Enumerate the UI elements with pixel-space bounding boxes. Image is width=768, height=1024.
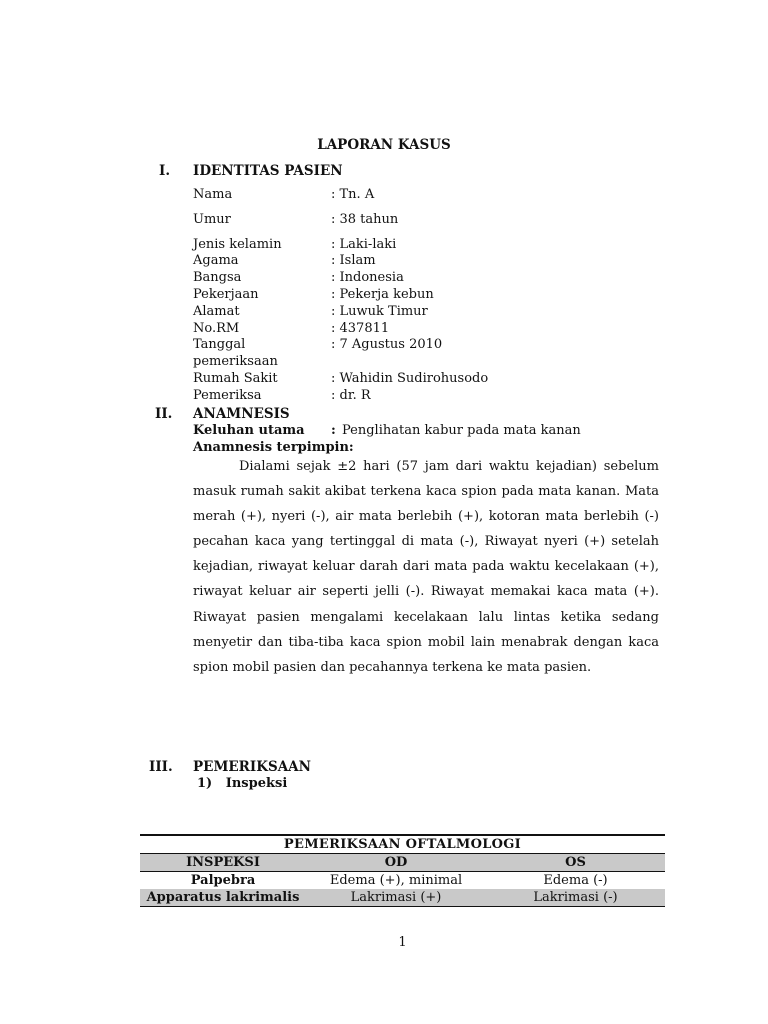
table-header-row: [140, 854, 665, 872]
section-2-number: II.: [155, 406, 173, 422]
section-1-title: IDENTITAS PASIEN: [193, 163, 343, 179]
identity-row-tanggal: [193, 337, 488, 371]
row-od: Lakrimasi (+): [306, 889, 486, 907]
row-os: Edema (-): [543, 873, 608, 888]
identity-label: Tanggal pemeriksaan: [193, 337, 278, 370]
identity-label: Rumah Sakit: [193, 370, 278, 386]
identity-value: : 38 tahun: [331, 211, 399, 227]
document-title: LAPORAN KASUS: [317, 137, 451, 153]
identity-label: Agama: [193, 253, 239, 269]
row-od: Edema (+), minimal: [329, 873, 463, 888]
header-os: OS: [486, 854, 665, 872]
identity-row-nama: [193, 187, 488, 212]
section-3-number: III.: [149, 759, 173, 775]
patient-identity-table: [193, 187, 488, 405]
identity-label: Pekerjaan: [193, 286, 259, 302]
identity-value: : 7 Agustus 2010: [331, 337, 443, 353]
identity-value: : Wahidin Sudirohusodo: [331, 370, 489, 386]
identity-row-agama: [193, 253, 488, 270]
identity-row-bangsa: [193, 270, 488, 287]
identity-row-pekerjaan: [193, 287, 488, 304]
anamnesis-terpimpin-label: Anamnesis terpimpin:: [193, 440, 354, 455]
identity-label: No.RM: [193, 320, 240, 336]
identity-value: : Luwuk Timur: [331, 303, 428, 319]
table-title-row: [140, 835, 665, 854]
identity-label: Alamat: [193, 303, 240, 319]
header-inspeksi: INSPEKSI: [140, 854, 306, 872]
identity-value: : dr. R: [331, 387, 371, 403]
identity-label: Jenis kelamin: [193, 236, 282, 252]
identity-value: : Indonesia: [331, 270, 404, 286]
row-label: Palpebra: [190, 873, 256, 888]
table-row: [140, 872, 665, 890]
keluhan-utama-value: Penglihatan kabur pada mata kanan: [342, 423, 581, 438]
identity-value: : Pekerja kebun: [331, 286, 434, 302]
section-3-title: PEMERIKSAAN: [193, 759, 311, 775]
identity-row-umur: [193, 212, 488, 237]
identity-label: Nama: [193, 187, 233, 202]
section-2-title: ANAMNESIS: [193, 406, 290, 422]
ophthalmology-table: [140, 834, 665, 907]
identity-value: : Islam: [331, 253, 376, 269]
identity-label: Bangsa: [193, 270, 242, 286]
keluhan-utama-label: Keluhan utama: [193, 423, 305, 438]
identity-label: Umur: [193, 211, 231, 227]
row-label: Apparatus lakrimalis: [140, 889, 306, 907]
identity-row-no-rm: [193, 321, 488, 338]
identity-value: : Laki-laki: [331, 236, 397, 252]
identity-row-jenis-kelamin: [193, 237, 488, 254]
identity-row-alamat: [193, 304, 488, 321]
identity-value: : Tn. A: [331, 187, 375, 202]
page-number: 1: [398, 935, 407, 950]
row-os: Lakrimasi (-): [486, 889, 665, 907]
keluhan-utama-colon: :: [331, 423, 336, 438]
header-od: OD: [306, 854, 486, 872]
table-row: [140, 889, 665, 907]
section-1-number: I.: [159, 163, 171, 179]
inspeksi-subheading: 1) Inspeksi: [197, 776, 288, 791]
identity-value: : 437811: [331, 320, 390, 336]
anamnesis-paragraph: Dialami sejak ±2 hari (57 jam dari waktu kejadian) sebelum masuk rumah sakit akibat terkena kaca spion pada mata kanan. Mata merah (+), nyeri (-), air mata berlebih (+), kotoran mata berlebih (-) pecahan kaca yang tertinggal di mata (-), Riwayat nyeri (+) setelah kejadian, riwayat keluar darah dari mata pada waktu kecelakaan (+), riwayat keluar air seperti jelli (-). Riwayat memakai kaca mata (+). Riwayat pasien mengalami kecelakaan lalu lintas ketika sedang menyetir dan tiba-tiba kaca spion mobil lain menabrak dengan kaca spion mobil pasien dan pecahannya terkena ke mata pasien.: [193, 459, 659, 675]
identity-label: Pemeriksa: [193, 387, 262, 403]
table-title: PEMERIKSAAN OFTALMOLOGI: [140, 835, 665, 854]
identity-row-rumah-sakit: [193, 371, 488, 388]
identity-row-pemeriksa: [193, 388, 488, 405]
